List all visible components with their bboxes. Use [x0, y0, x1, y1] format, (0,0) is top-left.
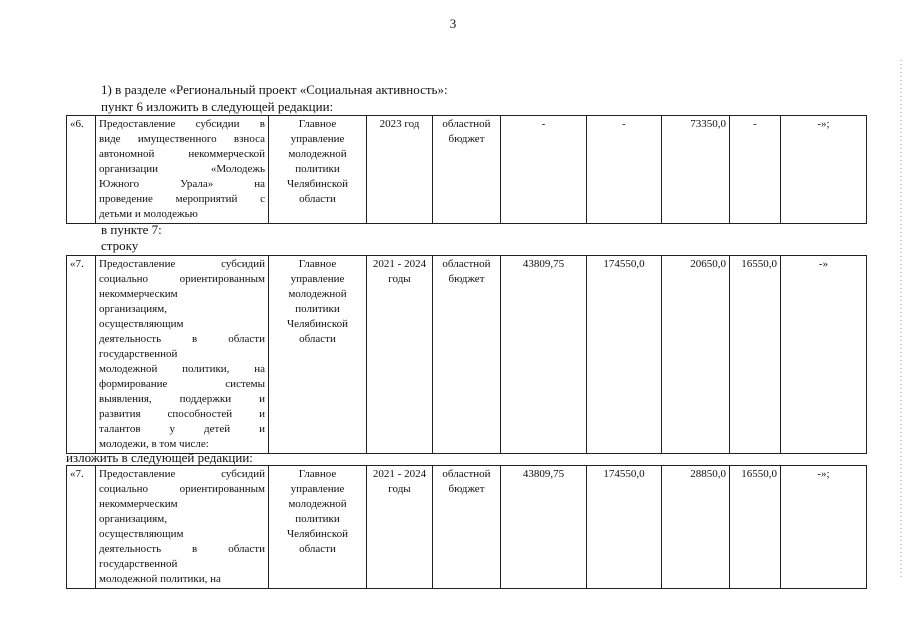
measure-text-line: осуществляющим: [99, 528, 184, 540]
instruction-line: строку: [101, 238, 139, 253]
measure-text-line: Южного Урала» на: [99, 178, 265, 190]
amount-3: 20650,0: [662, 256, 730, 454]
amount-1: 43809,75: [501, 256, 587, 454]
amount-2: 174550,0: [587, 466, 662, 589]
measure-text-line: организациям,: [99, 513, 167, 525]
funding-source: областной бюджет: [433, 256, 501, 454]
measure-text-line: государственной: [99, 558, 178, 570]
responsible-executor: Главное управление молодежной политики Челябинской области: [269, 116, 367, 224]
amount-1: -: [501, 116, 587, 224]
row-end-mark: -»;: [781, 466, 867, 589]
measure-text-line: осуществляющим: [99, 318, 184, 330]
intro-line: 1) в разделе «Региональный проект «Социальная активность»:: [101, 82, 448, 97]
responsible-executor: Главное управление молодежной политики Челябинской области: [269, 256, 367, 454]
measure-text-line: деятельность в области: [99, 333, 265, 345]
measure-text-line: детьми и молодежью: [99, 208, 198, 220]
measure-text-line: социально ориентированным: [99, 483, 265, 495]
measure-text: [96, 256, 269, 454]
measure-text-line: выявления, поддержки и: [99, 393, 265, 405]
row-end-mark: -»;: [781, 116, 867, 224]
measure-text-line: молодежи, в том числе:: [99, 438, 209, 450]
measure-text-line: молодежной политики, на: [99, 363, 265, 375]
table-row-7-new: [66, 465, 867, 589]
funding-source: областной бюджет: [433, 466, 501, 589]
measure-text-line: организациям,: [99, 303, 167, 315]
measure-text-line: некоммерческим: [99, 498, 178, 510]
row-number: «7.: [67, 256, 96, 454]
amount-4: 16550,0: [730, 256, 781, 454]
period: 2021 - 2024 годы: [367, 256, 433, 454]
row-number: «6.: [67, 116, 96, 224]
amount-4: -: [730, 116, 781, 224]
amount-1: 43809,75: [501, 466, 587, 589]
measure-text-line: Предоставление субсидий: [99, 468, 265, 480]
measure-text: [96, 466, 269, 589]
row-end-mark: -»: [781, 256, 867, 454]
measure-text-line: Предоставление субсидии в: [99, 118, 265, 130]
measure-text-line: проведение мероприятий с: [99, 193, 265, 205]
measure-text-line: государственной: [99, 348, 178, 360]
measure-text-line: виде имущественного взноса: [99, 133, 265, 145]
amount-3: 73350,0: [662, 116, 730, 224]
measure-text-line: некоммерческим: [99, 288, 178, 300]
measure-text-line: формирование системы: [99, 378, 265, 390]
funding-source: областной бюджет: [433, 116, 501, 224]
measure-text: [96, 116, 269, 224]
amount-2: 174550,0: [587, 256, 662, 454]
measure-text-line: молодежной политики, на: [99, 573, 221, 585]
amount-2: -: [587, 116, 662, 224]
measure-text-line: деятельность в области: [99, 543, 265, 555]
table-row-6: [66, 115, 867, 224]
row-number: «7.: [67, 466, 96, 589]
measure-text-line: Предоставление субсидий: [99, 258, 265, 270]
scan-edge-noise: [900, 60, 902, 580]
instruction-point-6: пункт 6 изложить в следующей редакции:: [101, 99, 334, 114]
measure-text-line: социально ориентированным: [99, 273, 265, 285]
period: 2021 - 2024 годы: [367, 466, 433, 589]
instruction-point-7: в пункте 7:: [101, 222, 162, 237]
page-number: 3: [449, 16, 457, 31]
instruction-new-edition: изложить в следующей редакции:: [66, 450, 253, 465]
measure-text-line: организации «Молодежь: [99, 163, 265, 175]
measure-text-line: развития способностей и: [99, 408, 265, 420]
table-row-7-old: [66, 255, 867, 454]
amount-4: 16550,0: [730, 466, 781, 589]
amount-3: 28850,0: [662, 466, 730, 589]
measure-text-line: талантов у детей и: [99, 423, 265, 435]
measure-text-line: автономной некоммерческой: [99, 148, 265, 160]
period: 2023 год: [367, 116, 433, 224]
responsible-executor: Главное управление молодежной политики Челябинской области: [269, 466, 367, 589]
